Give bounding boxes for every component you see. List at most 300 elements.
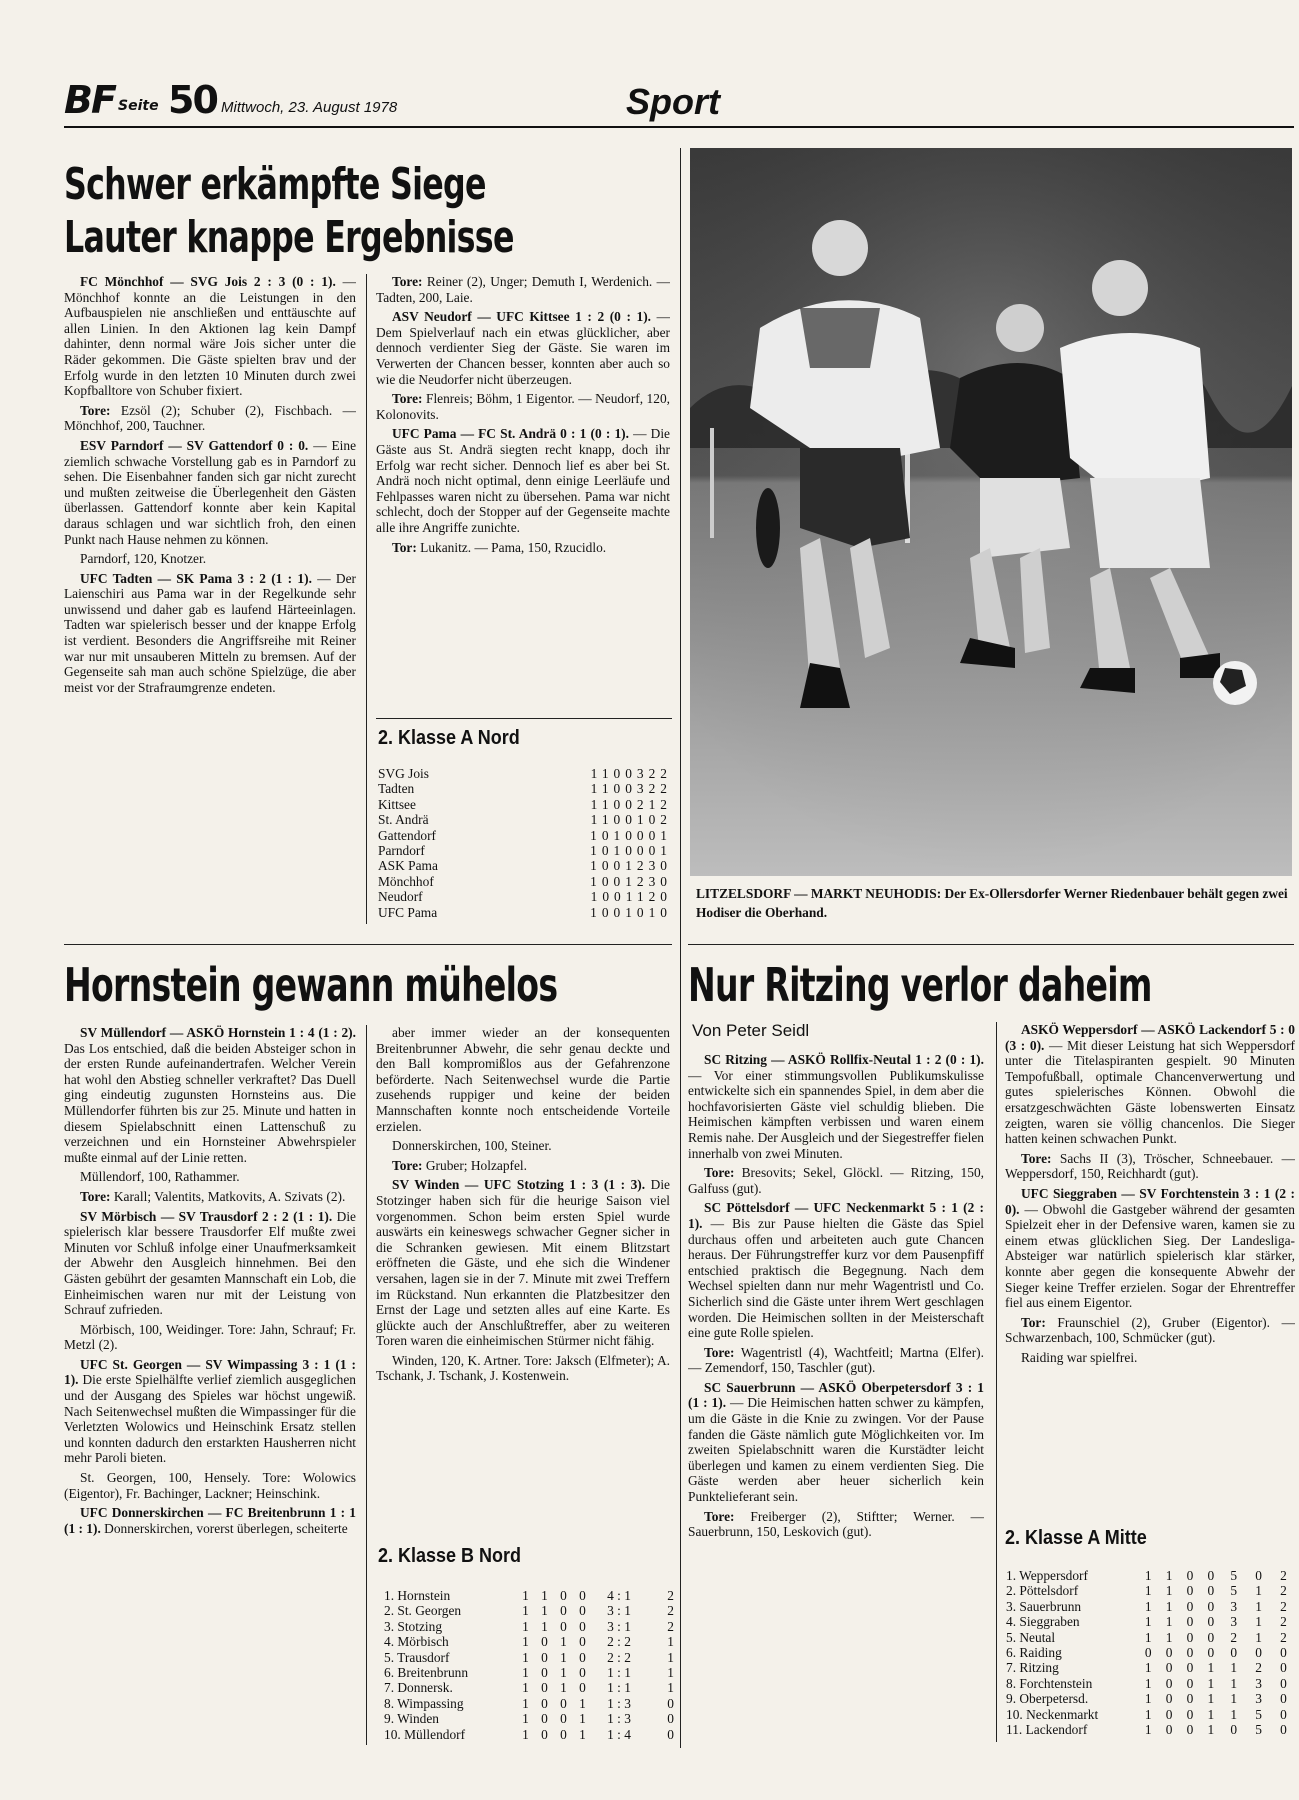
paragraph-text: Mörbisch, 100, Weidinger. Tore: Jahn, Schrauf; Fr. Metzl (2). bbox=[64, 1321, 356, 1353]
paragraph-lead: Tore: bbox=[80, 1188, 111, 1204]
paragraph-text: — Bis zur Pause hielten die Gäste das Spiel durchaus offen und arbeiteten auch gute Chancen heraus. Der Führungstreffer kurz vor dem Pausenpfiff entschied praktisch die Begegnung. Nach dem Wechsel spielten dann nur mehr Wagentristl und Co. Sicherlich sind die Gäste unter ihrem Wert geschlagen worden. Die Heimischen sollten in der Meisterschaft eine gute Rolle spielen. bbox=[688, 1215, 984, 1341]
paragraph-lead: SV Winden — UFC Stotzing 1 : 3 (1 : 3). bbox=[392, 1177, 646, 1193]
table-cell: 2 bbox=[1280, 1598, 1287, 1614]
table-row bbox=[384, 1727, 674, 1742]
table-cell: 0 bbox=[1186, 1598, 1194, 1614]
article1-headline-line2: Lauter knappe Ergebnisse bbox=[64, 212, 514, 263]
article-paragraph bbox=[1005, 1022, 1295, 1147]
article-paragraph bbox=[376, 1025, 670, 1134]
paragraph-text: Die spielerisch klar bessere Trausdorfer Elf mußte zwei Minuten vor Schluß infolge einer Unaufmerksamkeit der Abwehr den Ausgleich hinnehmen. Bei den Gästen gebührt der gesamten Mannschaft ein Lob, die Einheimischen waren nur mit der Leistung von Schrauf zufrieden. bbox=[64, 1208, 356, 1318]
table-cell: 0 bbox=[1280, 1675, 1287, 1691]
article-paragraph bbox=[688, 1200, 984, 1340]
paragraph-lead: ASV Neudorf — UFC Kittsee 1 : 2 (0 : 1). bbox=[392, 309, 652, 325]
table-cell: 0 bbox=[1280, 1645, 1287, 1661]
table-row bbox=[384, 1665, 674, 1680]
paragraph-lead: SV Mörbisch — SV Trausdorf 2 : 2 (1 : 1). bbox=[80, 1208, 333, 1224]
table-cell: 9. Winden bbox=[384, 1711, 440, 1727]
paragraph-text: St. Georgen, 100, Hensely. Tore: Wolowics (Eigentor), Fr. Bachinger, Lackner; Heinschink. bbox=[64, 1470, 356, 1501]
table-cell: 2 bbox=[667, 1588, 674, 1603]
article-paragraph bbox=[688, 1052, 984, 1161]
table-row bbox=[384, 1711, 674, 1726]
table-cell: 4. Sieggraben bbox=[1006, 1614, 1080, 1630]
article-paragraph bbox=[64, 438, 356, 547]
paragraph-lead: UFC Pama — FC St. Andrä 0 : 1 (0 : 1). bbox=[392, 426, 629, 442]
page-header bbox=[64, 78, 1290, 126]
table-cell: 0 bbox=[560, 1618, 567, 1634]
table-cell: 2 : 2 bbox=[607, 1649, 631, 1665]
paragraph-text: Donnerskirchen, vorerst überlegen, scheiterte bbox=[100, 1520, 348, 1536]
article-paragraph bbox=[376, 274, 670, 305]
table-cell: 3. Stotzing bbox=[384, 1618, 443, 1634]
table-cell: 0 bbox=[1230, 1645, 1238, 1661]
paragraph-lead: Tor: bbox=[1021, 1314, 1046, 1330]
table-cell: 0 bbox=[1230, 1722, 1238, 1738]
table-cell: 5. Trausdorf bbox=[384, 1649, 450, 1665]
table-cell: 1 bbox=[522, 1603, 529, 1619]
table-cell: 1 bbox=[1144, 1691, 1152, 1707]
table-cell: 1 bbox=[560, 1649, 567, 1665]
paragraph-lead: Tore: bbox=[1021, 1150, 1052, 1166]
paragraph-text: Gruber; Holzapfel. bbox=[422, 1157, 527, 1173]
paragraph-text: — Dem Spielverlauf nach ein etwas glücklicher, aber dennoch verdienter Sieg der Gäste. Sie waren im Verwerten der Chancen besser, konnten aber auch so wie die Neudorfer nicht überzeugen. bbox=[376, 309, 670, 387]
article-paragraph bbox=[376, 391, 670, 422]
table-cell: 1 bbox=[1255, 1583, 1262, 1599]
table-cell: 1 bbox=[667, 1665, 674, 1681]
table-cell: 1 bbox=[522, 1695, 529, 1711]
table-cell: 0 bbox=[1255, 1568, 1262, 1583]
table-row bbox=[378, 766, 672, 781]
table-a-nord bbox=[378, 766, 672, 920]
table-row bbox=[1006, 1722, 1296, 1737]
table-cell: 1 : 4 bbox=[607, 1726, 631, 1742]
article-paragraph bbox=[64, 274, 356, 399]
table-cell: 0 bbox=[1165, 1645, 1173, 1661]
table-cell: 1 bbox=[522, 1665, 529, 1681]
section-rule-left bbox=[64, 944, 672, 945]
paragraph-lead: SC Sauerbrunn — ASKÖ Oberpetersdorf 3 : 1 (1 : 1). bbox=[688, 1379, 984, 1411]
article-paragraph bbox=[376, 309, 670, 387]
table-cell: 0 bbox=[1186, 1645, 1194, 1661]
table-cell: 1 bbox=[1144, 1583, 1152, 1599]
paragraph-text: Donnerskirchen, 100, Steiner. bbox=[392, 1138, 552, 1154]
table-cell: 1 bbox=[522, 1711, 529, 1727]
paragraph-lead: UFC Sieggraben — SV Forchtenstein 3 : 1 (2 : 0). bbox=[1005, 1185, 1295, 1217]
article-paragraph bbox=[376, 1158, 670, 1174]
article-paragraph bbox=[64, 1169, 356, 1185]
table-cell: 8. Forchtenstein bbox=[1006, 1675, 1093, 1691]
paragraph-text: — Eine ziemlich schwache Vorstellung gab es in Parndorf zu sehen. Die Eisenbahner fanden sich gar nicht zurecht und mußten zeitweise die Überlegenheit den Gästen überlassen. Gattendorf konnte aber kein Kapital daraus schlagen und war sichtlich froh, den einen Punkt nach Hause nehmen zu können. bbox=[64, 437, 356, 547]
paragraph-lead: Tore: bbox=[704, 1165, 735, 1181]
article3-byline: Von Peter Seidl bbox=[692, 1021, 810, 1040]
table-cell: 0 bbox=[560, 1711, 567, 1727]
table-cell: 0 bbox=[1207, 1614, 1215, 1630]
table-cell: 1 bbox=[1144, 1706, 1152, 1722]
table-cell: 0 bbox=[1186, 1583, 1194, 1599]
table-cell: 1 bbox=[1144, 1568, 1152, 1583]
table-row bbox=[1006, 1691, 1296, 1706]
article-paragraph bbox=[376, 1353, 670, 1384]
page-label: Seite bbox=[118, 98, 159, 114]
article-paragraph bbox=[1005, 1315, 1295, 1346]
table-cell: 1 bbox=[667, 1634, 674, 1650]
table-cell: 0 bbox=[1186, 1722, 1194, 1738]
article-paragraph bbox=[64, 1322, 356, 1353]
article-paragraph bbox=[688, 1345, 984, 1376]
paragraph-text: Freiberger (2), Stiftter; Werner. — Sauerbrunn, 150, Leskovich (gut). bbox=[688, 1508, 984, 1540]
article2-column-1 bbox=[64, 1025, 356, 1745]
table-cell: 5 bbox=[1230, 1583, 1238, 1599]
paragraph-text: aber immer wieder an der konsequenten Breitenbrunner Abwehr, die sehr genau deckte und den Ball kompromißlos aus der Gefahrenzone beförderte. Nach Seitenwechsel wurde die Partie zusehends ruppiger und keine der beiden Mannschaften konnte noch entscheidende Vorteile erzielen. bbox=[376, 1025, 670, 1134]
paragraph-text: Wagentristl (4), Wachtfeitl; Martna (Elfer). — Zemendorf, 150, Taschler (gut). bbox=[688, 1344, 984, 1376]
page-center-divider bbox=[680, 148, 681, 1748]
table-cell: 5 bbox=[1255, 1706, 1262, 1722]
article-paragraph bbox=[64, 551, 356, 567]
table-row bbox=[384, 1588, 674, 1603]
table-cell: 0 bbox=[1255, 1645, 1262, 1661]
paragraph-text: — Die Gäste aus St. Andrä siegten recht knapp, doch ihr Erfolg war recht sicher. Dennoch lief es aber bei St. Andrä noch nicht optimal, denn einige Leerläufe und Fehlpasses waren nicht zu übersehen. Pama war nicht schlecht, doch der Stopper auf der Gegenseite machte alle ihre Angriffe zunichte. bbox=[376, 426, 670, 535]
paragraph-text: — Mönchhof konnte an die Leistungen in den Aufbauspielen nie anschließen und enttäuschte auf allen Linien. In den Aktionen lag kein Dampf dahinter, denn normal wäre Jois sicher unter die Räder gekommen. Die Gäste spielten brav und der Erfolg wurde in den letzten 10 Minuten durch zwei Kopfballtore von Schuber fixiert. bbox=[64, 274, 356, 399]
table-cell: Mönchhof bbox=[378, 873, 434, 889]
article1-column-2 bbox=[376, 274, 670, 714]
paragraph-lead: UFC St. Georgen — SV Wimpassing 3 : 1 (1 : 1). bbox=[64, 1356, 356, 1388]
paragraph-lead: UFC Tadten — SK Pama 3 : 2 (1 : 1). bbox=[80, 570, 312, 586]
table-cell: 1 bbox=[522, 1634, 529, 1650]
table-cell: 2 bbox=[667, 1603, 674, 1619]
table-cell: 1 bbox=[1207, 1706, 1215, 1722]
table-cell: 2. St. Georgen bbox=[384, 1603, 462, 1619]
table-cell: 0 bbox=[1165, 1722, 1173, 1738]
table-cell: 1100102 bbox=[590, 812, 672, 828]
table-cell: 0 bbox=[1186, 1614, 1194, 1630]
paragraph-lead: ESV Parndorf — SV Gattendorf 0 : 0. bbox=[80, 437, 309, 453]
table-cell: 1010001 bbox=[590, 843, 672, 859]
paragraph-text: Fraunschiel (2), Gruber (Eigentor). — Schwarzenbach, 100, Schmücker (gut). bbox=[1005, 1314, 1295, 1346]
table-cell: 1 bbox=[1165, 1568, 1173, 1583]
table-cell: 0 bbox=[1207, 1645, 1215, 1661]
table-cell: 2 bbox=[667, 1618, 674, 1634]
table-cell: 4. Mörbisch bbox=[384, 1634, 449, 1650]
table-cell: 3 : 1 bbox=[607, 1618, 631, 1634]
table-cell: 0 bbox=[541, 1665, 548, 1681]
table-cell: 1 bbox=[1230, 1675, 1238, 1691]
table-cell: 1 bbox=[1207, 1691, 1215, 1707]
table-cell: 1 bbox=[1144, 1722, 1152, 1738]
article-paragraph bbox=[688, 1165, 984, 1196]
table-cell: 1 bbox=[1207, 1660, 1215, 1676]
article-paragraph bbox=[64, 571, 356, 696]
table-cell: 0 bbox=[1165, 1675, 1173, 1691]
table-cell: 0 bbox=[667, 1711, 674, 1727]
table-cell: 0 bbox=[1280, 1691, 1287, 1707]
table-cell: 1 bbox=[1255, 1614, 1262, 1630]
paragraph-lead: Tore: bbox=[80, 402, 111, 418]
table-cell: SVG Jois bbox=[378, 766, 429, 781]
paragraph-lead: Tore: bbox=[392, 274, 423, 289]
table-cell: 1100212 bbox=[590, 796, 672, 812]
table-cell: 1 bbox=[560, 1665, 567, 1681]
paragraph-text: Die erste Spielhälfte verlief ziemlich ausgeglichen und der Ausgang des Spieles war höchst ungewiß. Nach Seitenwechsel mußten die Wimpassinger für die Verletzten Wolowics und Heinschink Ersatz stellen und konnten dadurch den erstarkten Hausherren nicht mehr Paroli bieten. bbox=[64, 1372, 356, 1466]
paragraph-text: — Mit dieser Leistung hat sich Weppersdorf unter die Titelaspiranten gespielt. 90 Minuten Tempofußball, optimale Chancenverwertung und gutes spielerisches Können. Obwohl die ersatzgeschwächten Gäste lobenswerten Einsatz zeigten, waren sie völlig chancenlos. Die Sieger hatten keinen schwachen Punkt. bbox=[1005, 1037, 1295, 1147]
table-cell: 5. Neutal bbox=[1006, 1629, 1056, 1645]
table-cell: 0 bbox=[1165, 1691, 1173, 1707]
article2-column-2 bbox=[376, 1025, 670, 1537]
masthead-logo: BF bbox=[64, 78, 115, 122]
table-cell: 8. Wimpassing bbox=[384, 1695, 464, 1711]
paragraph-text: Die Stotzinger haben sich für die heurige Saison viel vorgenommen. Schon beim ersten Spiel wurde auswärts ein keineswegs schwacher Gegner sicher in die Schranken gewiesen. Mit einem Blitzstart eröffneten die Gäste, und ehe sich die Windener versahen, lagen sie in der 7. Minute mit zwei Treffern im Rückstand. Nun erkannten die Platzbesitzer den Ernst der Lage und setzten alles auf eine Karte. Es glückte auch der Anschlußtreffer, aber zu weiteren Toren waren die einheimischen Stürmer nicht fähig. bbox=[376, 1177, 670, 1349]
article-paragraph bbox=[1005, 1350, 1295, 1366]
paragraph-text: Lukanitz. — Pama, 150, Rzucidlo. bbox=[416, 539, 607, 555]
paragraph-lead: ASKÖ Weppersdorf — ASKÖ Lackendorf 5 : 0 (3 : 0). bbox=[1005, 1022, 1295, 1053]
article-paragraph bbox=[376, 1177, 670, 1349]
table-cell: 2 bbox=[1280, 1614, 1287, 1630]
table-a-mitte-title: 2. Klasse A Mitte bbox=[1005, 1527, 1147, 1549]
paragraph-text: Das Los entschied, daß die beiden Absteiger schon in der ersten Runde aufeinandertrafen. Welcher Verein hat wohl den Abstieg schneller verkraftet? Das Duell ging eindeutig zugunsten Hornsteins aus. Die Müllendorfer führten bis zur 25. Minute und hatten in diesem Spielabschnitt einen Lattenschuß zu verzeichnen und ein Hornsteiner Abwehrspieler mußte einmal auf der Linie retten. bbox=[64, 1040, 356, 1165]
header-rule bbox=[64, 126, 1294, 128]
table-cell: 0 bbox=[541, 1634, 548, 1650]
paragraph-lead: Tore: bbox=[392, 1157, 423, 1173]
table-cell: 1 bbox=[1165, 1629, 1173, 1645]
table-cell: 7. Donnersk. bbox=[384, 1680, 453, 1696]
article3-headline: Nur Ritzing verlor daheim bbox=[688, 958, 1152, 1012]
table-cell: 1 : 3 bbox=[607, 1695, 631, 1711]
table-cell: 1 bbox=[579, 1695, 586, 1711]
table-cell: 1 : 1 bbox=[607, 1665, 631, 1681]
paragraph-text: Winden, 120, K. Artner. Tore: Jaksch (Elfmeter); A. Tschank, J. Tschank, J. Kostenwein. bbox=[376, 1352, 670, 1384]
table-cell: 1001230 bbox=[590, 858, 672, 874]
table-row bbox=[378, 797, 672, 812]
table-cell: 0 bbox=[579, 1634, 586, 1650]
table-cell: 0 bbox=[541, 1711, 548, 1727]
table-cell: 10. Neckenmarkt bbox=[1006, 1706, 1099, 1722]
table-cell: 0 bbox=[579, 1618, 586, 1634]
table-cell: 0 bbox=[1207, 1583, 1215, 1599]
paragraph-lead: UFC Donnerskirchen — FC Breitenbrunn 1 : 1 (1 : 1). bbox=[64, 1505, 356, 1536]
paragraph-lead: Tore: bbox=[392, 391, 423, 407]
table-row bbox=[378, 781, 672, 796]
article-paragraph bbox=[376, 1138, 670, 1154]
section-rule-right bbox=[688, 944, 1294, 945]
table-cell: 0 bbox=[1186, 1675, 1194, 1691]
issue-date: Mittwoch, 23. August 1978 bbox=[221, 99, 398, 116]
article3-column-2 bbox=[1005, 1022, 1295, 1478]
table-cell: 1001010 bbox=[590, 904, 672, 920]
table-cell: 0 bbox=[560, 1695, 567, 1711]
table-cell: 0 bbox=[579, 1603, 586, 1619]
article-paragraph bbox=[688, 1380, 984, 1505]
table-cell: 1 bbox=[667, 1649, 674, 1665]
article-paragraph bbox=[688, 1509, 984, 1540]
paragraph-lead: SC Ritzing — ASKÖ Rollfix-Neutal 1 : 2 (0 : 1). bbox=[704, 1052, 984, 1067]
table-cell: 0 bbox=[1207, 1598, 1215, 1614]
article-paragraph bbox=[1005, 1151, 1295, 1182]
photo-caption: LITZELSDORF — MARKT NEUHODIS: Der Ex-Ollersdorfer Werner Riedenbauer behält gegen zwei Hodiser die Oberhand. bbox=[696, 886, 1288, 920]
table-cell: 2 : 2 bbox=[607, 1634, 631, 1650]
table-row bbox=[1006, 1614, 1296, 1629]
article3-column-1 bbox=[688, 1052, 984, 1744]
table-cell: 1 bbox=[1165, 1583, 1173, 1599]
table-a-nord-title: 2. Klasse A Nord bbox=[378, 727, 520, 749]
match-photo-image bbox=[690, 148, 1292, 876]
table-cell: 2 bbox=[1280, 1583, 1287, 1599]
paragraph-lead: SV Müllendorf — ASKÖ Hornstein 1 : 4 (1 : 2). bbox=[80, 1025, 356, 1040]
table-cell: 0 bbox=[1280, 1660, 1287, 1676]
table-cell: 0 bbox=[541, 1649, 548, 1665]
article-paragraph bbox=[64, 1470, 356, 1501]
table-row bbox=[378, 858, 672, 873]
paragraph-text: Karall; Valentits, Matkovits, A. Szivats (2). bbox=[110, 1188, 346, 1204]
table-row bbox=[1006, 1599, 1296, 1614]
table-cell: 1 : 1 bbox=[607, 1680, 631, 1696]
table-row bbox=[1006, 1676, 1296, 1691]
article-paragraph bbox=[64, 1189, 356, 1205]
table-cell: St. Andrä bbox=[378, 812, 429, 828]
table-cell: 1 bbox=[560, 1634, 567, 1650]
paragraph-text: — Der Laienschiri aus Pama war in der Regelkunde sehr unwissend und daher gab es laufend Härteeinlagen. Tadten war spielerisch besser und der knappe Erfolg ist verdient. Besonders die Angriffsreihe mit Reiner war nur mit unsauberen Mitteln zu bremsen. Auf der Gegenseite sah man auch schöne Spielzüge, die aber meist vor der Strafraumgrenze endeten. bbox=[64, 570, 356, 695]
table-cell: 1. Weppersdorf bbox=[1006, 1568, 1088, 1583]
paragraph-lead: Tor: bbox=[392, 539, 417, 555]
article-paragraph bbox=[376, 426, 670, 535]
table-row bbox=[378, 843, 672, 858]
table-a-mitte bbox=[1006, 1568, 1296, 1737]
table-cell: 0 bbox=[1280, 1722, 1287, 1738]
article-paragraph bbox=[64, 1505, 356, 1536]
table-cell: 1100322 bbox=[590, 766, 672, 781]
table-cell: 1 bbox=[522, 1618, 529, 1634]
article1-headline-line1: Schwer erkämpfte Siege bbox=[64, 159, 486, 210]
article1-column-1 bbox=[64, 274, 356, 924]
table-cell: 1 bbox=[522, 1680, 529, 1696]
table-cell: Neudorf bbox=[378, 889, 423, 905]
paragraph-text: Flenreis; Böhm, 1 Eigentor. — Neudorf, 120, Kolonovits. bbox=[376, 391, 670, 422]
table-cell: 1 bbox=[1207, 1675, 1215, 1691]
table-row bbox=[1006, 1630, 1296, 1645]
table-row bbox=[384, 1650, 674, 1665]
page-number: 50 bbox=[168, 78, 217, 122]
table-cell: 3. Sauerbrunn bbox=[1006, 1598, 1082, 1614]
table-cell: 0 bbox=[541, 1726, 548, 1742]
table-row bbox=[1006, 1583, 1296, 1598]
table-cell: 1 bbox=[1255, 1598, 1262, 1614]
paragraph-text: Reiner (2), Unger; Demuth I, Werdenich. — Tadten, 200, Laie. bbox=[376, 274, 670, 305]
table-cell: 1 bbox=[1230, 1660, 1238, 1676]
table-cell: 0 bbox=[667, 1695, 674, 1711]
table-cell: 1 bbox=[541, 1588, 548, 1603]
table-cell: 0 bbox=[1165, 1660, 1173, 1676]
table-cell: 0 bbox=[1165, 1706, 1173, 1722]
table-cell: 3 bbox=[1255, 1675, 1262, 1691]
table-cell: 2 bbox=[1255, 1660, 1262, 1676]
table-cell: 0 bbox=[579, 1588, 586, 1603]
table-divider bbox=[376, 718, 672, 719]
paragraph-text: — Vor einer stimmungsvollen Publikumskulisse entwickelte sich ein spannendes Spiel, in dem aber die hochfavorisierten Gäste viel schuldig blieben. Die Heimischen kämpften verbissen und waren einem Remis nahe. Der Ausgleich und der Siegestreffer fielen innerhalb von zwei Minuten. bbox=[688, 1067, 984, 1161]
table-cell: 1100322 bbox=[590, 781, 672, 797]
article-paragraph bbox=[64, 403, 356, 434]
table-row bbox=[384, 1619, 674, 1634]
table-cell: 1 bbox=[1144, 1598, 1152, 1614]
table-cell: 1 bbox=[1144, 1660, 1152, 1676]
table-row bbox=[384, 1634, 674, 1649]
table-row bbox=[384, 1696, 674, 1711]
table-cell: 1 bbox=[1255, 1629, 1262, 1645]
table-cell: 1 bbox=[541, 1603, 548, 1619]
table-cell: 3 bbox=[1230, 1598, 1238, 1614]
table-cell: 0 bbox=[1186, 1691, 1194, 1707]
table-cell: 1 bbox=[1144, 1614, 1152, 1630]
column-divider bbox=[996, 1022, 997, 1742]
table-cell: Parndorf bbox=[378, 843, 425, 859]
paragraph-text: — Obwohl die Gastgeber während der gesamten Spielzeit eher in der Defensive waren, kamen sie zu einem etwas glücklichen Sieg. Der Landesliga-Absteiger war natürlich spielerisch klar stärker, konnte aber gegen die konsequente Abwehr der Sieger keine Treffer erzielen. Sogar der Ehrentreffer fiel aus einem Eigentor. bbox=[1005, 1201, 1295, 1311]
table-row bbox=[378, 874, 672, 889]
table-cell: 0 bbox=[579, 1665, 586, 1681]
table-row bbox=[1006, 1707, 1296, 1722]
table-cell: 0 bbox=[1186, 1660, 1194, 1676]
table-row bbox=[378, 828, 672, 843]
table-cell: 3 bbox=[1255, 1691, 1262, 1707]
table-cell: 1 bbox=[667, 1680, 674, 1696]
paragraph-lead: FC Mönchhof — SVG Jois 2 : 3 (0 : 1). bbox=[80, 274, 336, 289]
table-cell: 0 bbox=[579, 1680, 586, 1696]
table-cell: Tadten bbox=[378, 781, 415, 797]
table-row bbox=[1006, 1568, 1296, 1583]
column-divider bbox=[366, 1025, 367, 1745]
table-cell: 1 bbox=[579, 1726, 586, 1742]
table-cell: 0 bbox=[1144, 1645, 1152, 1661]
table-cell: 1 bbox=[1207, 1722, 1215, 1738]
table-cell: 1 bbox=[541, 1618, 548, 1634]
match-photo bbox=[690, 148, 1292, 876]
table-cell: 0 bbox=[1207, 1568, 1215, 1583]
table-cell: 1 bbox=[522, 1649, 529, 1665]
table-cell: 1 : 3 bbox=[607, 1711, 631, 1727]
table-cell: UFC Pama bbox=[378, 904, 438, 920]
table-row bbox=[378, 905, 672, 920]
table-cell: 0 bbox=[560, 1726, 567, 1742]
table-cell: 0 bbox=[1186, 1706, 1194, 1722]
table-cell: 1 bbox=[1230, 1691, 1238, 1707]
paragraph-text: Müllendorf, 100, Rathammer. bbox=[80, 1169, 240, 1185]
table-cell: 7. Ritzing bbox=[1006, 1660, 1059, 1676]
article-paragraph bbox=[1005, 1186, 1295, 1311]
table-cell: 5 bbox=[1255, 1722, 1262, 1738]
table-cell: 11. Lackendorf bbox=[1006, 1722, 1088, 1738]
table-cell: 0 bbox=[667, 1726, 674, 1742]
table-cell: 0 bbox=[1186, 1568, 1194, 1583]
table-cell: 1001120 bbox=[590, 889, 672, 905]
table-cell: 1 bbox=[1144, 1629, 1152, 1645]
table-cell: 2 bbox=[1280, 1629, 1287, 1645]
table-b-nord-title: 2. Klasse B Nord bbox=[378, 1545, 522, 1567]
paragraph-text: — Die Heimischen hatten schwer zu kämpfen, um die Gäste in die Knie zu zwingen. Vor der Pause fanden die Gäste nämlich gute Möglichkeiten vor. Im zweiten Spielabschnitt waren die Kurstädter leicht überlegen und kamen zu einem verdienten Sieg. Die Gäste werden aber heuer sicherlich kein Punktelieferant sein. bbox=[688, 1395, 984, 1505]
table-cell: 9. Oberpetersd. bbox=[1006, 1691, 1089, 1707]
table-cell: ASK Pama bbox=[378, 858, 438, 874]
table-cell: 0 bbox=[560, 1603, 567, 1619]
article-paragraph bbox=[64, 1025, 356, 1165]
table-b-nord bbox=[384, 1588, 674, 1742]
table-cell: 1 bbox=[560, 1680, 567, 1696]
table-cell: 6. Breitenbrunn bbox=[384, 1665, 469, 1681]
table-cell: 10. Müllendorf bbox=[384, 1726, 466, 1742]
table-row bbox=[384, 1603, 674, 1618]
table-row bbox=[384, 1680, 674, 1695]
table-cell: 3 : 1 bbox=[607, 1603, 631, 1619]
paragraph-text: Ezsöl (2); Schuber (2), Fischbach. — Mönchhof, 200, Tauchner. bbox=[64, 402, 356, 434]
table-cell: 4 : 1 bbox=[607, 1588, 631, 1603]
table-cell: 1 bbox=[1144, 1675, 1152, 1691]
article-paragraph bbox=[376, 540, 670, 556]
table-cell: 0 bbox=[560, 1588, 567, 1603]
table-cell: 1001230 bbox=[590, 873, 672, 889]
table-cell: 1010001 bbox=[590, 827, 672, 843]
